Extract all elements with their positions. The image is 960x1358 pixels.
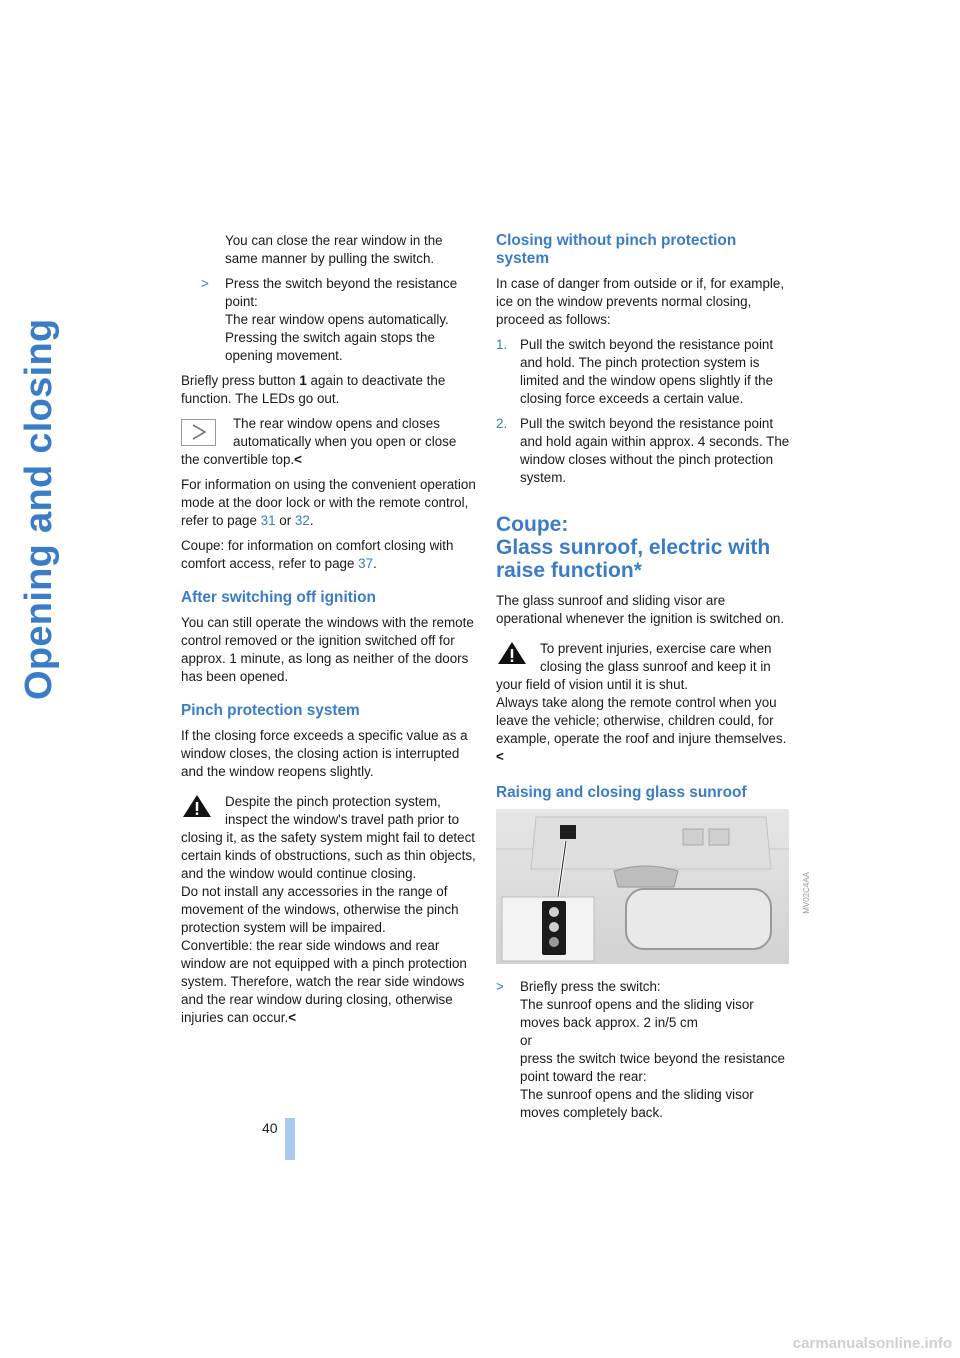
- note-icon: [181, 415, 227, 449]
- left-column: [181, 232, 476, 1027]
- warning-note: To prevent injuries, exercise care when closing the glass sunroof and keep it in your field of vision until it is shut. Always take along the remote control when you leave the vehicle; otherwise, children could, for example, operate the roof and injure themselves.<: [496, 641, 787, 764]
- paragraph: Briefly press button 1 again to deactivate the function. The LEDs go out.: [181, 373, 446, 406]
- section-heading: Pinch protection system: [181, 702, 360, 719]
- paragraph: You can still operate the windows with the remote control removed or the ignition switched off for approx. 1 minute, as long as neither of the doors has been opened.: [181, 615, 474, 684]
- note: The rear window opens and closes automatically when you open or close the convertible top.<: [181, 416, 457, 467]
- warning-note: Despite the pinch protection system, inspect the window's travel path prior to closing it, as the safety system might fail to detect certain kinds of obstructions, such as thin objects, and the window would continue closing. Do not install any accessories in the range of movement of the windows, otherwise the pinch protection system will be impaired. Convertible: the rear side windows and rear window are not equipped with a pinch protection system. Therefore, watch the rear side windows and the rear window during closing, otherwise injuries can occur.<: [181, 794, 476, 1025]
- figure-id: MV02C4AA: [802, 872, 811, 914]
- page-link[interactable]: 37: [358, 556, 374, 571]
- list-item: > Briefly press the switch: The sunroof opens and the sliding visor moves back approx. 2 in/5 cm or press the switch twice beyond the resistance point toward the rear: The sunroof opens and the sliding visor moves completely back.: [496, 979, 785, 1120]
- bullet-marker: >: [496, 979, 504, 994]
- list-item: 1. Pull the switch beyond the resistance point and hold. The pinch protection system is limited and the window opens slightly if the closing force exceeds a certain value.: [496, 337, 774, 406]
- list-item-text: Press the switch beyond the resistance point:: [225, 276, 458, 309]
- paragraph: For information on using the convenient operation mode at the door lock or with the remote control, refer to page 31 or 32.: [181, 477, 476, 528]
- bullet-marker: >: [201, 276, 209, 291]
- right-column: [496, 232, 791, 1122]
- paragraph: The glass sunroof and sliding visor are operational whenever the ignition is switched on.: [496, 593, 785, 626]
- sunroof-switch-figure: [496, 809, 789, 964]
- list-item: [201, 275, 476, 365]
- warning-icon: [181, 793, 219, 827]
- list-item-text: The rear window opens automatically. Pressing the switch again stops the opening movement.: [225, 312, 449, 363]
- section-heading: Closing without pinch protection system: [496, 232, 737, 267]
- watermark: carmanualsonline.info: [792, 1335, 952, 1352]
- warning-icon: [496, 640, 534, 674]
- chapter-heading: Coupe: Glass sunroof, electric with raise function*: [496, 513, 771, 582]
- paragraph: In case of danger from outside or if, for example, ice on the window prevents normal closing, proceed as follows:: [496, 276, 785, 327]
- page-link[interactable]: 31: [260, 513, 276, 528]
- page-number: 40: [262, 1120, 278, 1136]
- list-item: 2. Pull the switch beyond the resistance point and hold again within approx. 4 seconds. The window closes without the pinch protection system.: [496, 416, 790, 485]
- page-link[interactable]: 32: [294, 513, 310, 528]
- paragraph: You can close the rear window in the same manner by pulling the switch.: [225, 233, 443, 266]
- paragraph: If the closing force exceeds a specific value as a window closes, the closing action is interrupted and the window reopens slightly.: [181, 728, 468, 779]
- page-marker-bar: [285, 1118, 295, 1160]
- paragraph: Coupe: for information on comfort closing with comfort access, refer to page 37.: [181, 538, 454, 571]
- step-number: 2.: [496, 416, 508, 431]
- section-heading: Raising and closing glass sunroof: [496, 784, 747, 801]
- sunroof-switch-illustration: [496, 809, 789, 964]
- chapter-title: Opening and closing: [18, 318, 60, 700]
- step-number: 1.: [496, 337, 508, 352]
- section-heading: After switching off ignition: [181, 589, 376, 606]
